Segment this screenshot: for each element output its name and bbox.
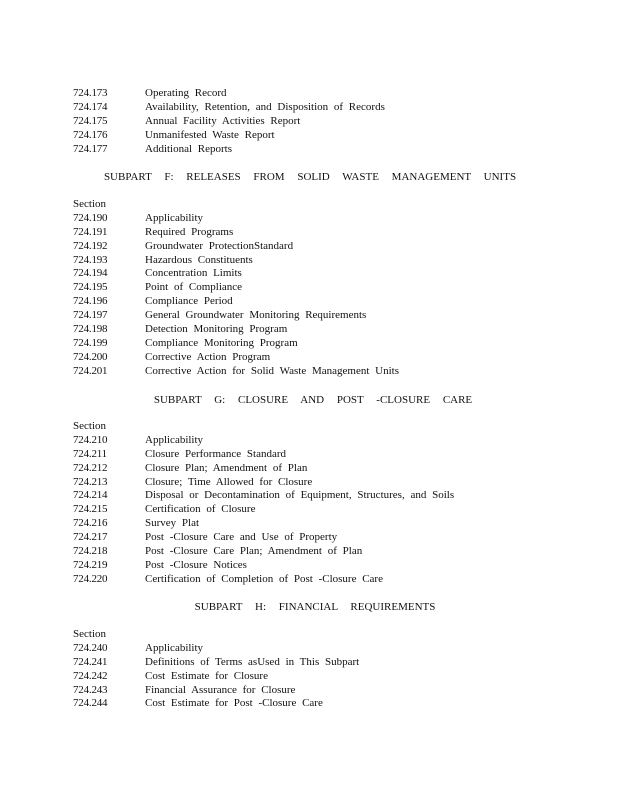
section-number: 724.241 <box>73 655 108 668</box>
list-item <box>73 226 593 240</box>
list-item <box>73 545 593 559</box>
list-item <box>73 642 593 656</box>
list-item <box>73 462 593 476</box>
list-item <box>73 517 593 531</box>
list-item <box>73 212 593 226</box>
list-item <box>73 337 593 351</box>
section-title: Definitions of Terms asUsed in This Subpart <box>145 655 360 668</box>
section-number: 724.197 <box>73 309 108 322</box>
section-title: Point of Compliance <box>145 281 243 294</box>
list-item <box>73 476 593 490</box>
section-title: Hazardous Constituents <box>145 253 253 266</box>
list-item <box>73 434 593 448</box>
section-title: Corrective Action Program <box>145 350 271 363</box>
section-label: Section <box>73 628 106 640</box>
list-item <box>73 281 593 295</box>
section-number: 724.174 <box>73 100 108 113</box>
section-number: 724.242 <box>73 669 108 682</box>
subpart-g-heading: SUBPART G: CLOSURE AND POST -CLOSURE CARE <box>153 394 473 406</box>
section-number: 724.201 <box>73 364 108 377</box>
section-number: 724.190 <box>73 211 108 224</box>
list-item <box>73 240 593 254</box>
section-title: Corrective Action for Solid Waste Management Units <box>145 364 399 377</box>
section-title: Post -Closure Notices <box>145 558 247 571</box>
list-item <box>73 309 593 323</box>
section-number: 724.210 <box>73 433 108 446</box>
list-item <box>73 254 593 268</box>
list-item <box>73 267 593 281</box>
section-number: 724.218 <box>73 545 108 558</box>
section-number: 724.199 <box>73 336 108 349</box>
list-item <box>73 573 593 587</box>
subpart-f-list <box>73 198 593 379</box>
section-number: 724.196 <box>73 295 108 308</box>
list-item <box>73 129 593 143</box>
section-number: 724.216 <box>73 517 108 530</box>
section-title: Unmanifested Waste Report <box>145 128 275 141</box>
section-number: 724.213 <box>73 475 108 488</box>
section-title: Applicability <box>145 433 204 446</box>
section-title: Closure Performance Standard <box>145 447 287 460</box>
list-item <box>73 656 593 670</box>
list-item <box>73 448 593 462</box>
list-item <box>73 684 593 698</box>
list-item <box>73 323 593 337</box>
section-number: 724.220 <box>73 572 108 585</box>
section-label: Section <box>73 420 106 432</box>
section-number: 724.240 <box>73 641 108 654</box>
section-title: Post -Closure Care Plan; Amendment of Plan <box>145 545 363 558</box>
section-number: 724.194 <box>73 267 108 280</box>
section-title: Concentration Limits <box>145 267 242 280</box>
list-item <box>73 670 593 684</box>
section-number: 724.195 <box>73 281 108 294</box>
section-title: Disposal or Decontamination of Equipment, Structures, and Soils <box>145 489 455 502</box>
section-title: Post -Closure Care and Use of Property <box>145 531 338 544</box>
section-number: 724.212 <box>73 461 108 474</box>
subpart-g-list <box>73 420 593 587</box>
section-number: 724.198 <box>73 323 108 336</box>
subpart-h-heading: SUBPART H: FINANCIAL REQUIREMENTS <box>194 601 436 613</box>
section-title: Groundwater ProtectionStandard <box>145 239 294 252</box>
list-item <box>73 115 593 129</box>
list-item <box>73 489 593 503</box>
section-title: Certification of Completion of Post -Closure Care <box>145 572 383 585</box>
subpart-f-heading: SUBPART F: RELEASES FROM SOLID WASTE MANAGEMENT UNITS <box>103 171 517 183</box>
section-title: Financial Assurance for Closure <box>145 683 296 696</box>
section-title: Additional Reports <box>145 142 233 155</box>
section-title: General Groundwater Monitoring Requirements <box>145 309 367 322</box>
subpart-e-list <box>73 87 593 156</box>
list-item <box>73 143 593 157</box>
section-number: 724.211 <box>73 447 107 460</box>
section-title: Availability, Retention, and Disposition of Records <box>145 100 385 113</box>
section-number: 724.217 <box>73 531 108 544</box>
section-title: Cost Estimate for Closure <box>145 669 268 682</box>
section-title: Cost Estimate for Post -Closure Care <box>145 697 323 710</box>
section-title: Required Programs <box>145 225 234 238</box>
section-title: Certification of Closure <box>145 503 256 516</box>
section-title: Annual Facility Activities Report <box>145 114 301 127</box>
section-number: 724.219 <box>73 558 108 571</box>
section-title: Compliance Monitoring Program <box>145 336 298 349</box>
section-title: Closure Plan; Amendment of Plan <box>145 461 308 474</box>
section-number: 724.175 <box>73 114 108 127</box>
section-number: 724.243 <box>73 683 108 696</box>
list-item <box>73 559 593 573</box>
section-number: 724.177 <box>73 142 108 155</box>
section-number: 724.200 <box>73 350 108 363</box>
section-title: Compliance Period <box>145 295 233 308</box>
section-title: Applicability <box>145 211 204 224</box>
section-number: 724.173 <box>73 87 108 99</box>
section-title: Detection Monitoring Program <box>145 323 288 336</box>
subpart-h-list <box>73 628 593 711</box>
section-number: 724.214 <box>73 489 108 502</box>
section-title: Applicability <box>145 641 204 654</box>
list-item <box>73 531 593 545</box>
list-item <box>73 365 593 379</box>
section-number: 724.215 <box>73 503 108 516</box>
list-item <box>73 351 593 365</box>
list-item <box>73 503 593 517</box>
section-number: 724.191 <box>73 225 108 238</box>
section-number: 724.176 <box>73 128 108 141</box>
section-title: Survey Plat <box>145 517 200 530</box>
section-number: 724.192 <box>73 239 108 252</box>
list-item <box>73 295 593 309</box>
section-title: Operating Record <box>145 87 227 99</box>
section-number: 724.193 <box>73 253 108 266</box>
list-item <box>73 697 593 711</box>
list-item <box>73 87 593 101</box>
section-label: Section <box>73 198 106 210</box>
list-item <box>73 101 593 115</box>
section-number: 724.244 <box>73 697 108 710</box>
section-title: Closure; Time Allowed for Closure <box>145 475 313 488</box>
